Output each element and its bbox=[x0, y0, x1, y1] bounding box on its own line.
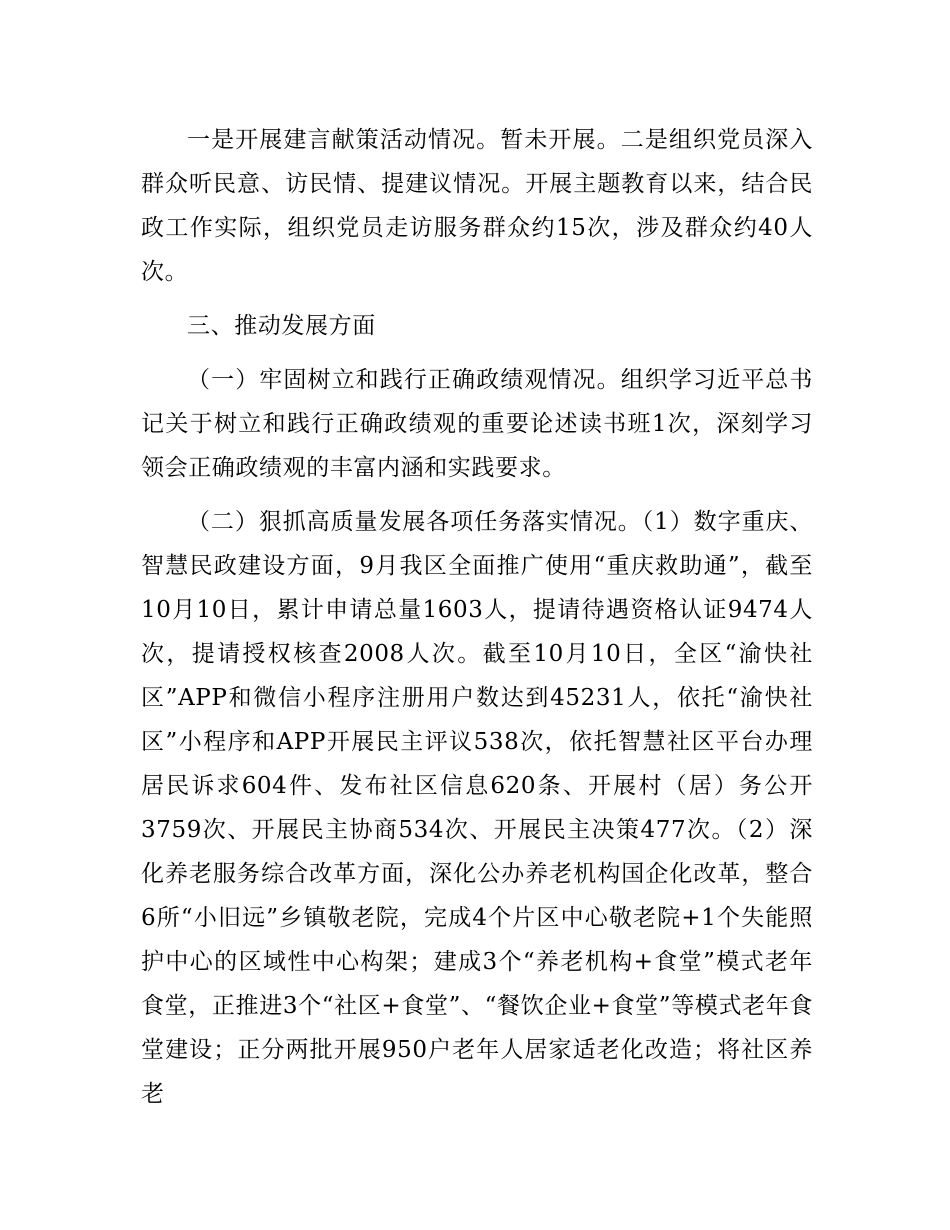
paragraph-high-quality-development: （二）狠抓高质量发展各项任务落实情况。（1）数字重庆、智慧民政建设方面，9月我区全面推广使用“重庆救助通”，截至10月10日，累计申请总量1603人，提请待遇资格认证9474人次，提请授权核查2008人次。截至10月10日，全区“渝快社区”APP和微信小程序注册用户数达到45231人，依托“渝快社区”小程序和APP开展民主评议538次，依托智慧社区平台办理居民诉求604件、发布社区信息620条、开展村（居）务公开3759次、开展民主协商534次、开展民主决策477次。（2）深化养老服务综合改革方面，深化公办养老机构国企化改革，整合6所“小旧远”乡镇敬老院，完成4个片区中心敬老院+1个失能照护中心的区域性中心构架；建成3个“养老机构+食堂”模式老年食堂，正推进3个“社区+食堂”、“餐饮企业+食堂”等模式老年食堂建设；正分两批开展950户老年人居家适老化改造；将社区养老 bbox=[141, 509, 813, 1107]
document-body bbox=[141, 118, 813, 1116]
paragraph-party-activities: 一是开展建言献策活动情况。暂未开展。二是组织党员深入群众听民意、访民情、提建议情况。开展主题教育以来，结合民政工作实际，组织党员走访服务群众约15次，涉及群众约40人次。 bbox=[141, 127, 813, 285]
section-heading-development: 三、推动发展方面 bbox=[187, 313, 376, 339]
paragraph-performance-view: （一）牢固树立和践行正确政绩观情况。组织学习近平总书记关于树立和践行正确政绩观的重要论述读书班1次，深刻学习领会正确政绩观的丰富内涵和实践要求。 bbox=[141, 367, 813, 481]
